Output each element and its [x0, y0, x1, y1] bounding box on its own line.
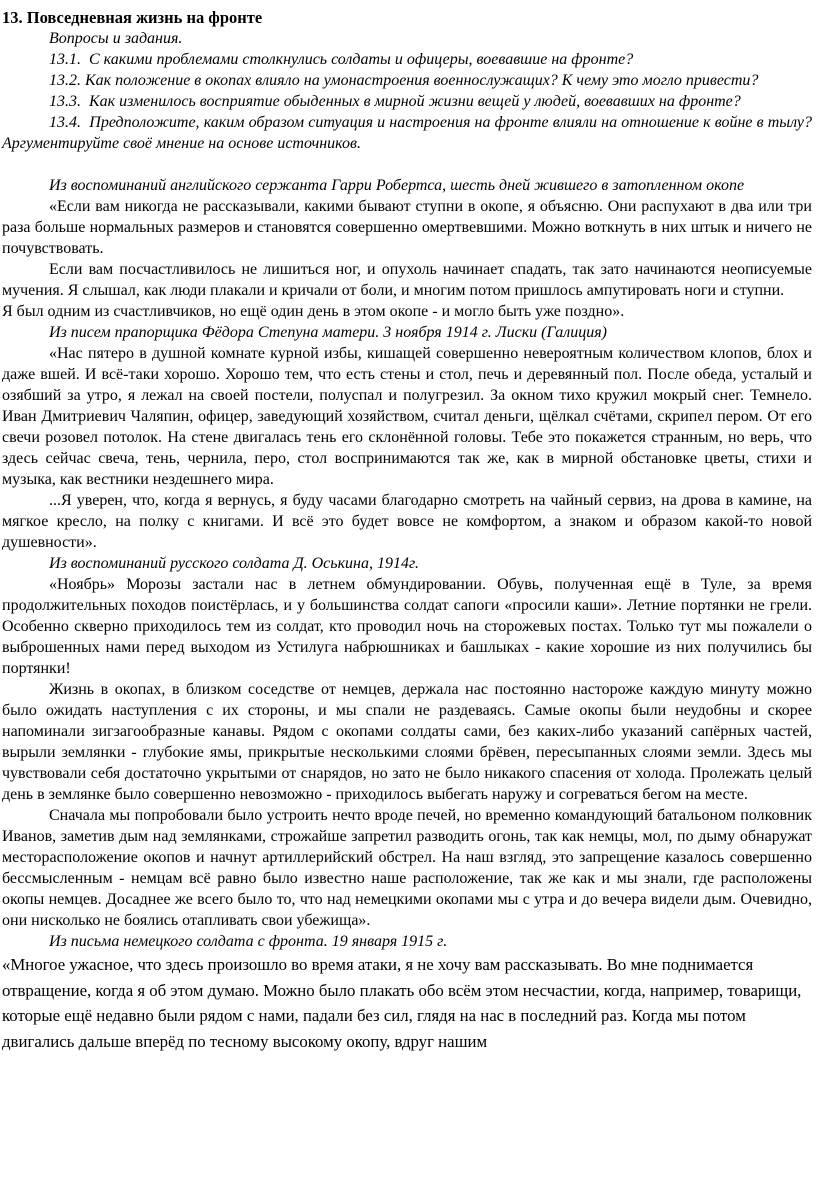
question-13-3: 13.3. Как изменилось восприятие обыденных в мирной жизни вещей у людей, воевавших на фронте?	[49, 93, 741, 110]
source-oskin-paragraph-3: Сначала мы попробовали было устроить нечто вроде печей, но временно командующий батальоном полковник Иванов, заметив дым над землянками, строжайше запретил разводить огонь, так как немцы, мол, по дыму обнаружат месторасположение окопов и начнут артиллерийский обстрел. На наш взгляд, это запрещение казалось совершенно бессмысленным - немцам всё равно было известно наше расположение, так же как и мы знали, где расположены окопы немцев. Досаднее же всего было то, что над немецкими окопами мы с утра и до вечера видели дым. Очевидно, они нисколько не боялись отапливать свои убежища».	[2, 807, 812, 929]
question-13-1: 13.1. С какими проблемами столкнулись солдаты и офицеры, воевавшие на фронте?	[49, 51, 634, 68]
source-roberts-paragraph-1: «Если вам никогда не рассказывали, какими бывают ступни в окопе, я объясню. Они распухают в два или три раза больше нормальных размеров и становятся совершенно омертвевшими. Можно воткнуть в них штык и ничего не почувствовать.	[2, 198, 812, 257]
source-roberts-paragraph-3: Я был одним из счастливчиков, но ещё один день в этом окопе - и могло быть уже поздно».	[2, 303, 625, 320]
source-oskin-paragraph-2: Жизнь в окопах, в близком соседстве от немцев, держала нас постоянно настороже каждую минуту можно было ожидать наступления с их стороны, и мы спали не раздеваясь. Самые окопы были неудобны и скорее напоминали зигзагообразные канавы. Рядом с окопами солдаты сами, без каких-либо указаний сапёрных частей, вырыли землянки - глубокие ямы, прикрытые несколькими слоями брёвен, пересыпанных слоями земли. Здесь мы чувствовали себя достаточно укрытыми от снарядов, но зато не было никакого спасения от холода. Пролежать целый день в землянке было совершенно невозможно - приходилось выбегать наружу и согреваться бегом на месте.	[2, 681, 812, 803]
source-oskin-heading: Из воспоминаний русского солдата Д. Оськина, 1914г.	[49, 555, 420, 572]
source-stepun-paragraph-2: ...Я уверен, что, когда я вернусь, я буду часами благодарно смотреть на чайный сервиз, на дрова в камине, на мягкое кресло, на полку с книгами. И всё это будет вовсе не комфортом, а знаком и образом какой-то новой душевности».	[2, 492, 812, 551]
source-german-letter-heading: Из письма немецкого солдата с фронта. 19 января 1915 г.	[49, 933, 448, 950]
question-13-2: 13.2. Как положение в окопах влияло на умонастроения военнослужащих? К чему это могло привести?	[49, 72, 759, 89]
source-german-letter-paragraph: «Многое ужасное, что здесь произошло во время атаки, я не хочу вам рассказывать. Во мне поднимается отвращение, когда я об этом думаю. Можно было плакать обо всём этом несчастии, когда, например, товарищи, которые ещё недавно были рядом с нами, падали без сил, глядя на нас в последний раз. Когда мы потом двигались дальше вперёд по тесному высокому окопу, вдруг нашим	[2, 955, 802, 1051]
source-oskin-paragraph-1: «Ноябрь» Морозы застали нас в летнем обмундировании. Обувь, полученная ещё в Туле, за время продолжительных походов поистёрлась, и у большинства солдат сапоги «просили каши». Летние портянки не грели. Особенно скверно приходилось тем из солдат, кто проводил ночь на сторожевых постах. Только тут мы пожалели о выброшенных нами перед выходом из Устилуга набрюшниках и башлыках - какие хорошие из них получились бы портянки!	[2, 576, 812, 677]
source-stepun-heading: Из писем прапорщика Фёдора Степуна матери. 3 ноября 1914 г. Лиски (Галиция)	[49, 324, 607, 341]
source-roberts-heading: Из воспоминаний английского сержанта Гарри Робертса, шесть дней жившего в затопленном окопе	[49, 177, 745, 194]
question-13-4: 13.4. Предположите, каким образом ситуация и настроения на фронте влияли на отношение к войне в тылу? Аргументируйте своё мнение на основе источников.	[2, 114, 812, 152]
document-title: 13. Повседневная жизнь на фронте	[2, 8, 263, 27]
blank-line	[2, 154, 812, 175]
source-stepun-paragraph-1: «Нас пятеро в душной комнате курной избы, кишащей совершенно невероятным количеством клопов, блох и даже вшей. И всё-таки хорошо. Хорошо тем, что есть стены и стол, печь и деревянный пол. После обеда, усталый и озябший за утро, я лежал на своей постели, полуспал и полугрезил. За окном тихо кружил мокрый снег. Темнело. Иван Дмитриевич Чаляпин, офицер, заведующий хозяйством, считал деньги, щёлкал счётами, скрипел пером. От его свечи розовел потолок. На стене двигалась тень его склонённой головы. Тебе это покажется странным, но верь, что здесь сейчас свеча, тень, чернила, перо, стол воспринимаются так же, как в мирной обстановке цветы, стихи и музыка, как вестники нездешнего мира.	[2, 345, 812, 488]
questions-heading: Вопросы и задания.	[49, 30, 183, 47]
source-roberts-paragraph-2: Если вам посчастливилось не лишиться ног, и опухоль начинает спадать, так зато начинаются неописуемые мучения. Я слышал, как люди плакали и кричали от боли, и многим потом пришлось ампутировать ноги и ступни.	[2, 261, 812, 299]
